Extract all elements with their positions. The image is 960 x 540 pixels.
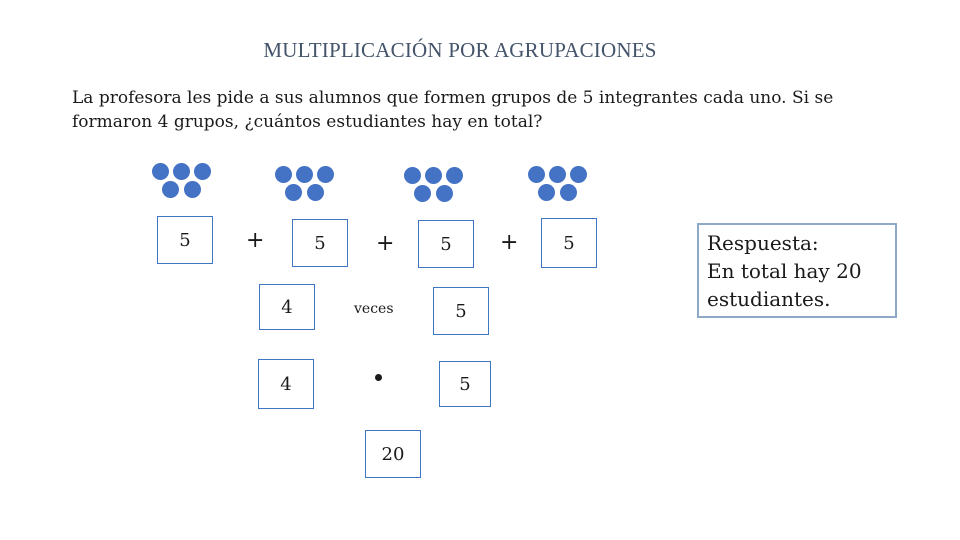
addend-box-3: 5: [418, 220, 474, 268]
group-member-dot: [317, 166, 334, 183]
group-member-dot: [404, 167, 421, 184]
group-member-dot: [528, 166, 545, 183]
group-member-dot: [285, 184, 302, 201]
addend-box-2: 5: [292, 219, 348, 267]
group-1-dots: [152, 163, 222, 203]
group-2-dots: [275, 166, 345, 206]
factor-box-1: 4: [258, 359, 314, 409]
group-3-dots: [404, 167, 474, 207]
factor-box-2: 5: [439, 361, 491, 407]
group-member-dot: [446, 167, 463, 184]
group-member-dot: [296, 166, 313, 183]
group-member-dot: [162, 181, 179, 198]
veces-label: veces: [354, 301, 394, 317]
group-member-dot: [549, 166, 566, 183]
group-member-dot: [436, 185, 453, 202]
group-member-dot: [538, 184, 555, 201]
page-title: MULTIPLICACIÓN POR AGRUPACIONES: [263, 38, 657, 62]
result-box: 20: [365, 430, 421, 478]
multiplication-dot-icon: [375, 374, 382, 381]
answer-line-2: En total hay 20: [707, 259, 862, 283]
answer-box: [697, 223, 897, 318]
addend-box-4: 5: [541, 218, 597, 268]
group-member-dot: [307, 184, 324, 201]
group-member-dot: [152, 163, 169, 180]
plus-sign-1: +: [246, 228, 265, 253]
group-member-dot: [275, 166, 292, 183]
problem-line-1: La profesora les pide a sus alumnos que formen grupos de 5 integrantes cada uno. Si se: [72, 88, 834, 108]
group-member-dot: [560, 184, 577, 201]
problem-line-2: formaron 4 grupos, ¿cuántos estudiantes hay en total?: [72, 112, 543, 132]
group-size-box: 5: [433, 287, 489, 335]
groups-count-box: 4: [259, 284, 315, 330]
group-member-dot: [173, 163, 190, 180]
group-4-dots: [528, 166, 598, 206]
answer-heading: Respuesta:: [707, 231, 819, 255]
group-member-dot: [194, 163, 211, 180]
answer-line-3: estudiantes.: [707, 287, 831, 311]
group-member-dot: [184, 181, 201, 198]
problem-statement: [72, 86, 872, 134]
group-member-dot: [414, 185, 431, 202]
plus-sign-3: +: [500, 230, 519, 255]
group-member-dot: [570, 166, 587, 183]
addend-box-1: 5: [157, 216, 213, 264]
group-member-dot: [425, 167, 442, 184]
plus-sign-2: +: [376, 231, 395, 256]
